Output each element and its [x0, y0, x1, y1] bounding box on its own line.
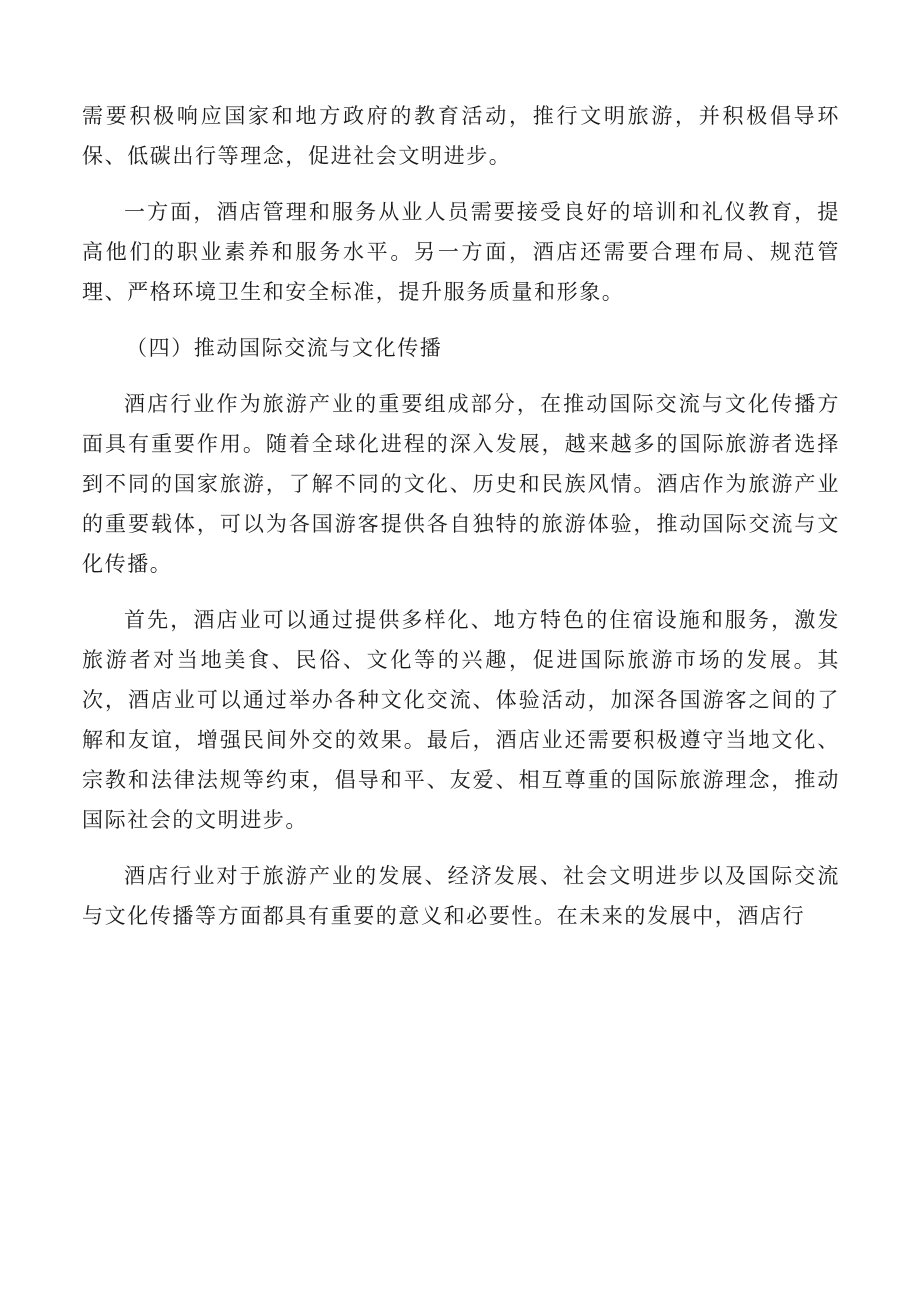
- paragraph-international-role: 酒店行业作为旅游产业的重要组成部分，在推动国际交流与文化传播方面具有重要作用。随着全球化进程的深入发展，越来越多的国际旅游者选择到不同的国家旅游，了解不同的文化、历史和民族风情。酒店作为旅游产业的重要载体，可以为各国游客提供各自独特的旅游体验，推动国际交流与文化传播。: [82, 392, 840, 576]
- section-heading-international-exchange: （四）推动国际交流与文化传播: [126, 336, 443, 360]
- paragraph-continuation: 需要积极响应国家和地方政府的教育活动，推行文明旅游，并积极倡导环保、低碳出行等理念，促进社会文明进步。: [82, 104, 840, 168]
- paragraph-conclusion: 酒店行业对于旅游产业的发展、经济发展、社会文明进步以及国际交流与文化传播等方面都具有重要的意义和必要性。在未来的发展中，酒店行: [82, 864, 840, 928]
- paragraph-first-second-last: 首先，酒店业可以通过提供多样化、地方特色的住宿设施和服务，激发旅游者对当地美食、民俗、文化等的兴趣，促进国际旅游市场的发展。其次，酒店业可以通过举办各种文化交流、体验活动，加深各国游客之间的了解和友谊，增强民间外交的效果。最后，酒店业还需要积极遵守当地文化、宗教和法律法规等约束，倡导和平、友爱、相互尊重的国际旅游理念，推动国际社会的文明进步。: [82, 608, 840, 832]
- paragraph-staff-training: 一方面，酒店管理和服务从业人员需要接受良好的培训和礼仪教育，提高他们的职业素养和服务水平。另一方面，酒店还需要合理布局、规范管理、严格环境卫生和安全标准，提升服务质量和形象。: [82, 200, 840, 304]
- document-body: [82, 96, 840, 952]
